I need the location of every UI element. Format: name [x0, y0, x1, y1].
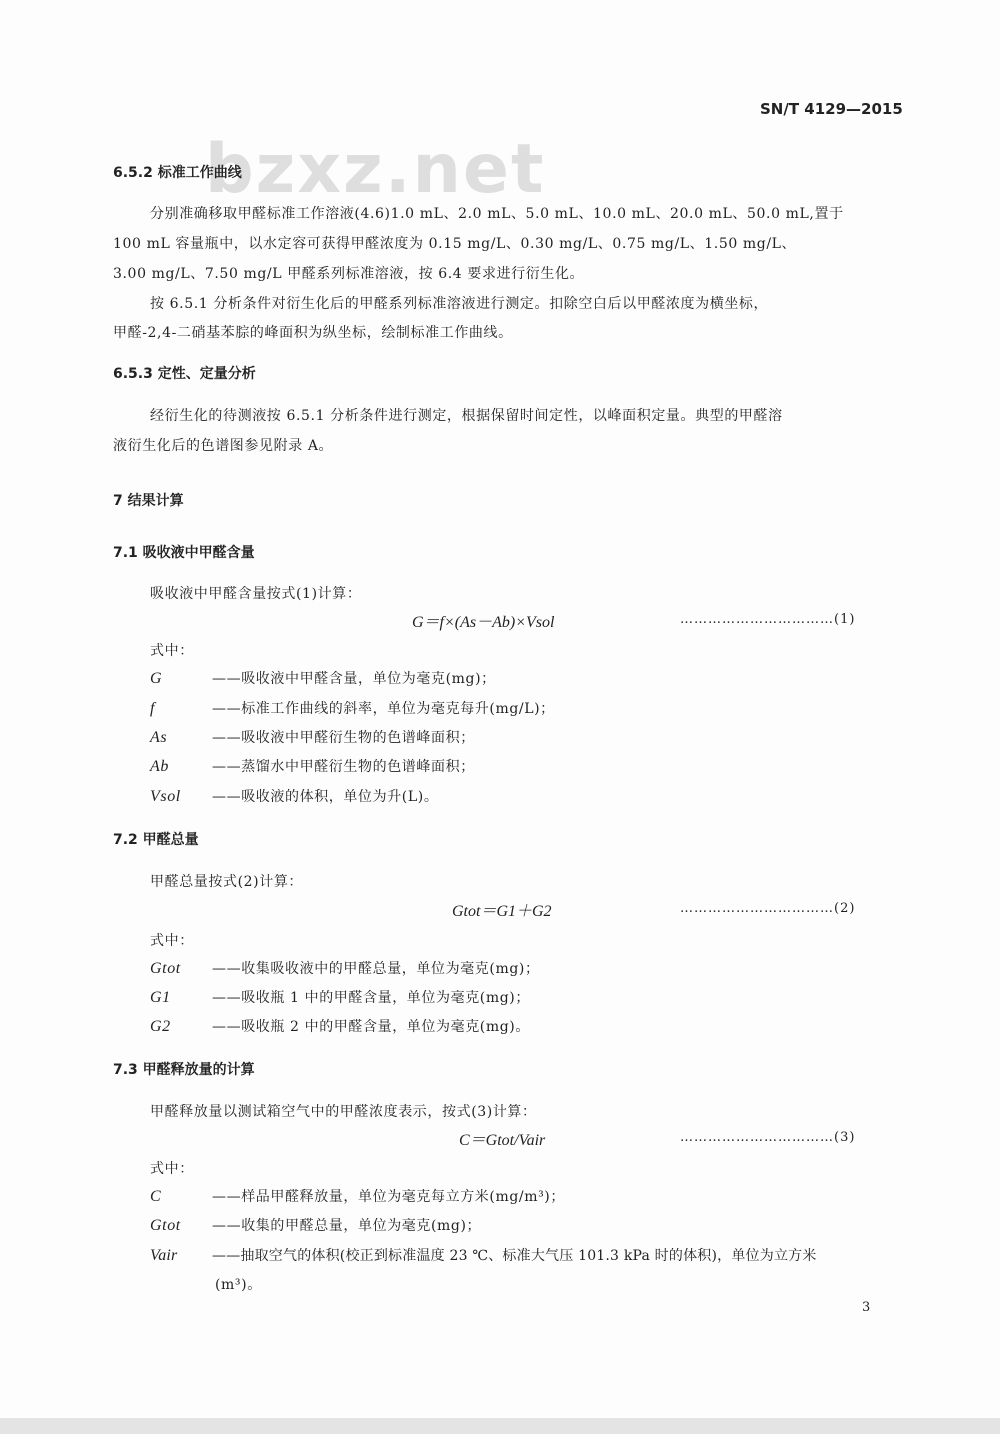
- paragraph-line: 3.00 mg/L、7.50 mg/L 甲醛系列标准溶液，按 6.4 要求进行衍生化。: [113, 266, 585, 282]
- paragraph-line: 液衍生化后的色谱图参见附录 A。: [113, 438, 334, 454]
- variable-text: ——标准工作曲线的斜率，单位为毫克每升(mg/L)；: [212, 701, 555, 717]
- watermark: bzxz.net: [205, 130, 546, 209]
- variable-text: ——样品甲醛释放量，单位为毫克每立方米(mg/m³)；: [212, 1189, 565, 1205]
- equation-intro: 甲醛总量按式(2)计算：: [150, 874, 304, 890]
- equation-intro: 甲醛释放量以测试箱空气中的甲醛浓度表示，按式(3)计算：: [150, 1104, 537, 1120]
- paragraph-line: 分别准确移取甲醛标准工作溶液(4.6)1.0 mL、2.0 mL、5.0 mL、10.0 mL、20.0 mL、50.0 mL,置于: [150, 206, 844, 222]
- equation-3: C＝Gtot/Vair: [459, 1132, 546, 1149]
- equation-intro: 吸收液中甲醛含量按式(1)计算：: [150, 586, 362, 602]
- variable-text: ——吸收瓶 2 中的甲醛含量，单位为毫克(mg)。: [212, 1019, 530, 1035]
- variable-text: ——收集的甲醛总量，单位为毫克(mg)；: [212, 1218, 482, 1234]
- variable-symbol: G2: [150, 1018, 171, 1035]
- variable-definition: [150, 1215, 481, 1235]
- paragraph-line: 甲醛-2,4-二硝基苯腙的峰面积为纵坐标，绘制标准工作曲线。: [113, 325, 513, 341]
- variable-symbol: Gtot: [150, 960, 181, 977]
- variable-symbol: C: [150, 1188, 162, 1205]
- paragraph-line: 100 mL 容量瓶中，以水定容可获得甲醛浓度为 0.15 mg/L、0.30 mg/L、0.75 mg/L、1.50 mg/L、: [113, 236, 797, 252]
- variable-symbol: G: [150, 670, 163, 687]
- equation-number-1: ……………………………(1): [680, 612, 856, 627]
- section-heading-7-1: 7.1 吸收液中甲醛含量: [113, 545, 255, 561]
- section-heading-6-5-2: 6.5.2 标准工作曲线: [113, 165, 242, 181]
- variable-text: ——收集吸收液中的甲醛总量，单位为毫克(mg)；: [212, 961, 540, 977]
- variable-definition: [150, 1016, 530, 1036]
- variable-symbol: Vair: [150, 1247, 178, 1264]
- variable-definition: [150, 1245, 817, 1265]
- page-number: 3: [862, 1300, 871, 1315]
- standard-code: SN/T 4129—2015: [760, 100, 903, 118]
- variable-symbol: G1: [150, 989, 171, 1006]
- where-label: 式中：: [150, 643, 194, 659]
- variable-symbol: As: [150, 729, 168, 746]
- variable-definition: [150, 668, 496, 688]
- variable-definition: [150, 727, 475, 747]
- variable-text: ——蒸馏水中甲醛衍生物的色谱峰面积；: [212, 759, 475, 775]
- equation-number-3: ……………………………(3): [680, 1130, 856, 1145]
- equation-number-2: ……………………………(2): [680, 901, 856, 916]
- section-heading-7: 7 结果计算: [113, 493, 184, 509]
- variable-definition: [150, 987, 530, 1007]
- variable-definition-continuation: (m³)。: [215, 1277, 262, 1293]
- variable-text: ——吸收液中甲醛衍生物的色谱峰面积；: [212, 730, 475, 746]
- paragraph-line: 按 6.5.1 分析条件对衍生化后的甲醛系列标准溶液进行测定。扣除空白后以甲醛浓度为横坐标，: [150, 296, 769, 312]
- variable-symbol: f: [150, 700, 156, 717]
- variable-text: ——抽取空气的体积(校正到标准温度 23 ℃、标准大气压 101.3 kPa 时的体积)，单位为立方米: [212, 1248, 817, 1264]
- equation-2: Gtot＝G1＋G2: [452, 903, 552, 920]
- variable-definition: [150, 958, 540, 978]
- paragraph-line: 经衍生化的待测液按 6.5.1 分析条件进行测定，根据保留时间定性，以峰面积定量。典型的甲醛溶: [150, 408, 783, 424]
- variable-text: ——吸收瓶 1 中的甲醛含量，单位为毫克(mg)；: [212, 990, 530, 1006]
- variable-definition: [150, 1186, 565, 1206]
- variable-symbol: Ab: [150, 758, 169, 775]
- equation-1: G＝f×(As－Ab)×Vsol: [412, 614, 555, 631]
- variable-definition: [150, 756, 475, 776]
- variable-definition: [150, 698, 555, 718]
- variable-symbol: Vsol: [150, 788, 181, 805]
- variable-text: ——吸收液的体积，单位为升(L)。: [212, 789, 439, 805]
- section-heading-7-2: 7.2 甲醛总量: [113, 832, 199, 848]
- section-heading-6-5-3: 6.5.3 定性、定量分析: [113, 366, 256, 382]
- variable-definition: [150, 786, 438, 806]
- where-label: 式中：: [150, 1161, 194, 1177]
- bottom-strip: [0, 1418, 1000, 1434]
- where-label: 式中：: [150, 933, 194, 949]
- variable-text: ——吸收液中甲醛含量，单位为毫克(mg)；: [212, 671, 496, 687]
- variable-symbol: Gtot: [150, 1217, 181, 1234]
- section-heading-7-3: 7.3 甲醛释放量的计算: [113, 1062, 255, 1078]
